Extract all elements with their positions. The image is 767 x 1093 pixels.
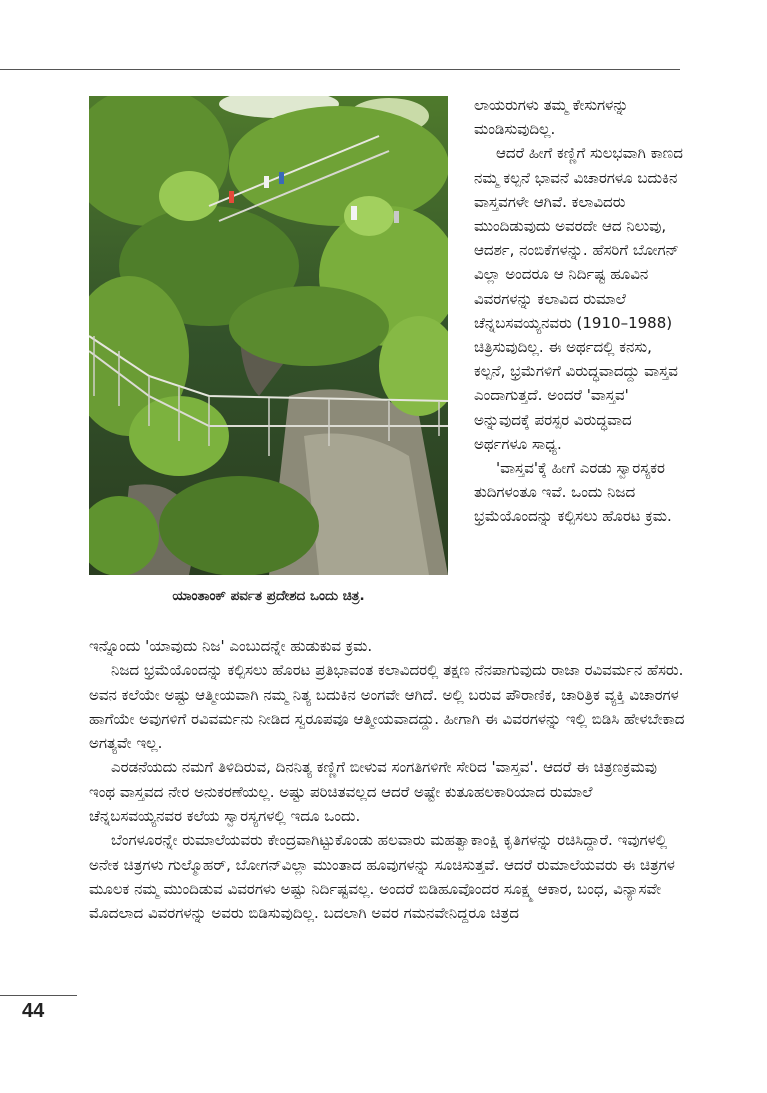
paragraph: ಲಾಯರುಗಳು ತಮ್ಮ ಕೇಸುಗಳನ್ನು ಮಂಡಿಸುವುದಿಲ್ಲ. xyxy=(474,96,629,139)
figure-caption: ಯಾಂತಾಂಕ್ ಪರ್ವತ ಪ್ರದೇಶದ ಒಂದು ಚಿತ್ರ. xyxy=(172,588,365,604)
body-text xyxy=(89,634,685,926)
footer-rule xyxy=(0,995,77,996)
page-number: 44 xyxy=(22,1000,45,1022)
paragraph: 'ವಾಸ್ತವ'ಕ್ಕೆ ಹೀಗೆ ಎರಡು ಸ್ವಾರಸ್ಯಕರ ತುದಿಗಳಂತೂ ಇವೆ. ಒಂದು ನಿಜದ ಭ್ರಮೆಯೊಂದನ್ನು ಕಲ್ಪಿಸಲು ಹೊರಟ ಕ್ರಮ. xyxy=(474,459,672,526)
paragraph: ಬೆಂಗಳೂರನ್ನೇ ರುಮಾಲೆಯವರು ಕೇಂದ್ರವಾಗಿಟ್ಟುಕೊಂಡು ಹಲವಾರು ಮಹತ್ವಾಕಾಂಕ್ಷಿ ಕೃತಿಗಳನ್ನು ರಚಿಸಿದ್ದಾರೆ. ಇವುಗಳಲ್ಲಿ ಅನೇಕ ಚಿತ್ರಗಳು ಗುಲ್ಮೊಹರ್, ಬೋಗನ್‌ವಿಲ್ಲಾ ಮುಂತಾದ ಹೂವುಗಳನ್ನು ಸೂಚಿಸುತ್ತವೆ. ಆದರೆ ರುಮಾಲೆಯವರು ಈ ಚಿತ್ರಗಳ ಮೂಲಕ ನಮ್ಮ ಮುಂದಿಡುವ ವಿವರಗಳು ಅಷ್ಟು ನಿರ್ದಿಷ್ಟವಲ್ಲ. ಅಂದರೆ ಬಿಡಿಹೂವೊಂದರ ಸೂಕ್ಷ್ಮ ಆಕಾರ, ಬಂಧ, ವಿನ್ಯಾಸವೇ ಮೊದಲಾದ ವಿವರಗಳನ್ನು ಅವರು ಬಿಡಿಸುವುದಿಲ್ಲ. ಬದಲಾಗಿ ಅವರ ಗಮನವೇನಿದ್ದರೂ ಚಿತ್ರದ xyxy=(89,831,675,923)
mountain-staircase-photo xyxy=(89,96,448,575)
paragraph: ಎರಡನೆಯದು ನಮಗೆ ತಿಳಿದಿರುವ, ದಿನನಿತ್ಯ ಕಣ್ಣಿಗೆ ಬೀಳುವ ಸಂಗತಿಗಳಿಗೇ ಸೇರಿದ 'ವಾಸ್ತವ'. ಆದರೆ ಈ ಚಿತ್ರಣಕ್ರಮವು ಇಂಥ ವಾಸ್ತವದ ನೇರ ಅನುಕರಣೆಯಲ್ಲ. ಅಷ್ಟು ಪರಿಚಿತವಲ್ಲದ ಆದರೆ ಅಷ್ಟೇ ಕುತೂಹಲಕಾರಿಯಾದ ರುಮಾಲೆ ಚೆನ್ನಬಸವಯ್ಯನವರ ಕಲೆಯ ಸ್ವಾರಸ್ಯಗಳಲ್ಲಿ ಇದೂ ಒಂದು. xyxy=(89,758,657,826)
paragraph: ಆದರೆ ಹೀಗೆ ಕಣ್ಣಿಗೆ ಸುಲಭವಾಗಿ ಕಾಣದ ನಮ್ಮ ಕಲ್ಪನೆ ಭಾವನೆ ವಿಚಾರಗಳೂ ಬದುಕಿನ ವಾಸ್ತವಗಳೇ ಆಗಿವೆ. ಕಲಾವಿದರು ಮುಂದಿಡುವುದು ಅವರದೇ ಆದ ನಿಲುವು, ಆದರ್ಶ, ನಂಬಿಕೆಗಳನ್ನು. ಹೆಸರಿಗೆ ಬೋಗನ್ ವಿಲ್ಲಾ ಅಂದರೂ ಆ ನಿರ್ದಿಷ್ಟ ಹೂವಿನ ವಿವರಗಳನ್ನು ಕಲಾವಿದ ರುಮಾಲೆ ಚೆನ್ನಬಸವಯ್ಯನವರು (1910–1988) ಚಿತ್ರಿಸುವುದಿಲ್ಲ. ಈ ಅರ್ಥದಲ್ಲಿ ಕನಸು, ಕಲ್ಪನೆ, ಭ್ರಮೆಗಳಿಗೆ ವಿರುದ್ಧವಾದದ್ದು ವಾಸ್ತವ ಎಂದಾಗುತ್ತದೆ. ಅಂದರೆ 'ವಾಸ್ತವ' ಅನ್ನುವುದಕ್ಕೆ ಪರಸ್ಪರ ವಿರುದ್ಧವಾದ ಅರ್ಥಗಳೂ ಸಾಧ್ಯ. xyxy=(474,144,683,453)
paragraph: ಇನ್ನೊಂದು 'ಯಾವುದು ನಿಜ' ಎಂಬುದನ್ನೇ ಹುಡುಕುವ ಕ್ರಮ. xyxy=(89,637,373,655)
header-rule xyxy=(0,69,680,70)
right-column-text xyxy=(474,93,684,529)
photo-illustration xyxy=(89,96,448,575)
paragraph: ನಿಜದ ಭ್ರಮೆಯೊಂದನ್ನು ಕಲ್ಪಿಸಲು ಹೊರಟ ಪ್ರತಿಭಾವಂತ ಕಲಾವಿದರಲ್ಲಿ ತಕ್ಷಣ ನೆನಪಾಗುವುದು ರಾಜಾ ರವಿವರ್ಮನ ಹೆಸರು. ಅವನ ಕಲೆಯೇ ಅಷ್ಟು ಆತ್ಮೀಯವಾಗಿ ನಮ್ಮ ನಿತ್ಯ ಬದುಕಿನ ಅಂಗವೇ ಆಗಿದೆ. ಅಲ್ಲಿ ಬರುವ ಪೌರಾಣಿಕ, ಚಾರಿತ್ರಿಕ ವ್ಯಕ್ತಿ ವಿಚಾರಗಳ ಹಾಗೆಯೇ ಅವುಗಳಿಗೆ ರವಿವರ್ಮನು ನೀಡಿದ ಸ್ವರೂಪವೂ ಆತ್ಮೀಯವಾದದ್ದು. ಹೀಗಾಗಿ ಈ ವಿವರಗಳನ್ನು ಇಲ್ಲಿ ಬಿಡಿಸಿ ಹೇಳಬೇಕಾದ ಅಗತ್ಯವೇ ಇಲ್ಲ. xyxy=(89,661,685,753)
